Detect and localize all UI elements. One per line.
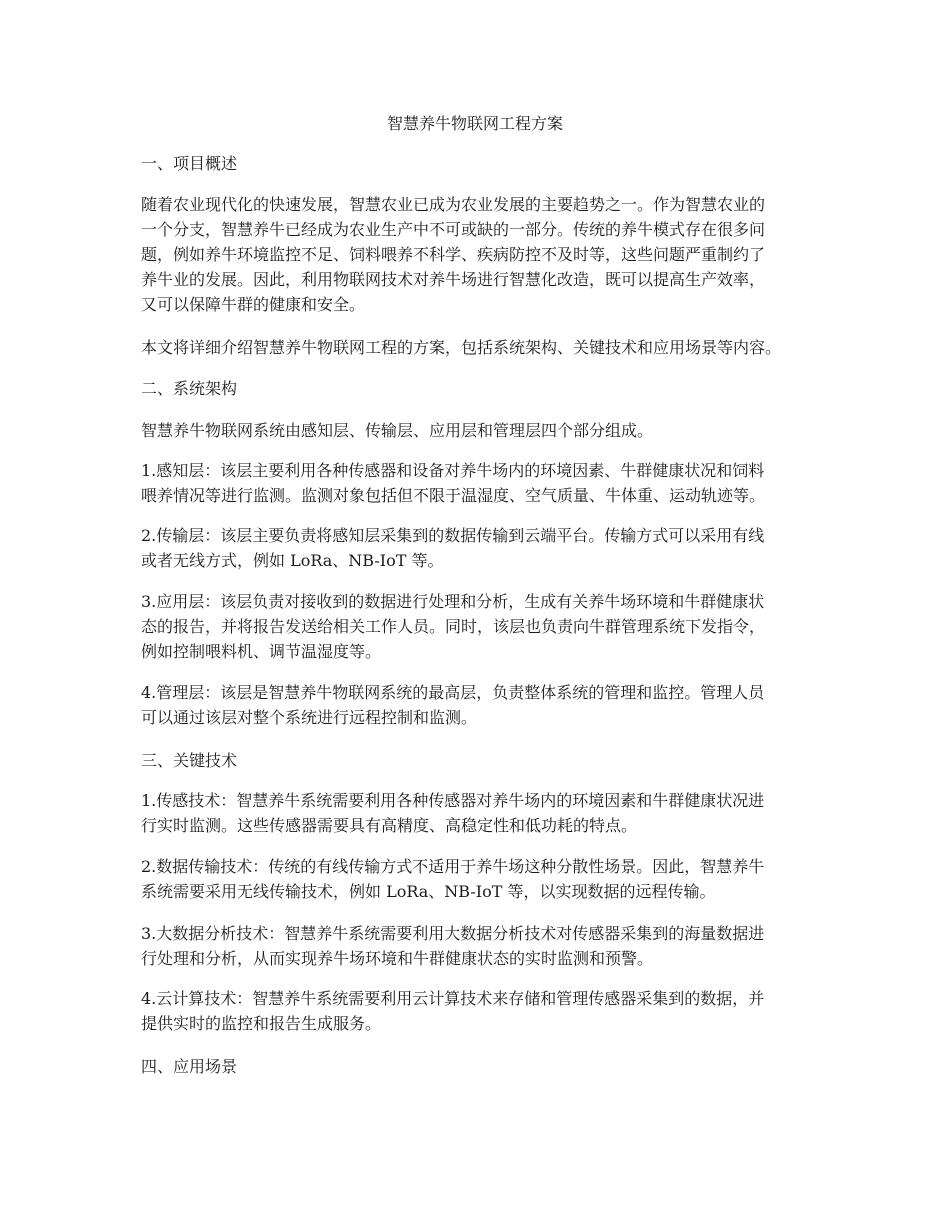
architecture-intro: 智慧养牛物联网系统由感知层、传输层、应用层和管理层四个部分组成。 (141, 421, 654, 440)
paragraph-line: 2.数据传输技术：传统的有线传输方式不适用于养牛场这种分散性场景。因此，智慧养牛 (141, 857, 765, 876)
paragraph-line: 提供实时的监控和报告生成服务。 (141, 1014, 382, 1033)
paragraph-line: 3.应用层：该层负责对接收到的数据进行处理和分析，生成有关养牛场环境和牛群健康状 (141, 592, 765, 611)
paragraph-line: 4.管理层：该层是智慧养牛物联网系统的最高层，负责整体系统的管理和监控。管理人员 (141, 683, 765, 702)
paragraph-line: 题，例如养牛环境监控不足、饲料喂养不科学、疾病防控不及时等，这些问题严重制约了 (141, 245, 766, 264)
paragraph-line: 2.传输层：该层主要负责将感知层采集到的数据传输到云端平台。传输方式可以采用有线 (141, 526, 765, 545)
section-heading-overview: 一、项目概述 (141, 154, 238, 173)
paragraph-line: 例如控制喂料机、调节温湿度等。 (141, 642, 382, 661)
paragraph-line: 1.传感技术：智慧养牛系统需要利用各种传感器对养牛场内的环境因素和牛群健康状况进 (141, 791, 765, 810)
paragraph-line: 可以通过该层对整个系统进行远程控制和监测。 (141, 708, 478, 727)
overview-paragraph-2: 本文将详细介绍智慧养牛物联网工程的方案，包括系统架构、关键技术和应用场景等内容。 (141, 338, 782, 357)
paragraph-line: 3.大数据分析技术：智慧养牛系统需要利用大数据分析技术对传感器采集到的海量数据进 (141, 924, 765, 943)
paragraph-line: 4.云计算技术：智慧养牛系统需要利用云计算技术来存储和管理传感器采集到的数据，并 (141, 989, 765, 1008)
section-heading-key-tech: 三、关键技术 (141, 751, 238, 770)
paragraph-line: 养牛业的发展。因此，利用物联网技术对养牛场进行智慧化改造，既可以提高生产效率， (141, 270, 766, 289)
paragraph-line: 行处理和分析，从而实现养牛场环境和牛群健康状态的实时监测和预警。 (141, 949, 654, 968)
paragraph-line: 态的报告，并将报告发送给相关工作人员。同时，该层也负责向牛群管理系统下发指令， (141, 617, 766, 636)
section-heading-scenarios: 四、应用场景 (141, 1057, 238, 1076)
paragraph-line: 喂养情况等进行监测。监测对象包括但不限于温湿度、空气质量、牛体重、运动轨迹等。 (141, 486, 766, 505)
paragraph-line: 随着农业现代化的快速发展，智慧农业已成为农业发展的主要趋势之一。作为智慧农业的 (141, 195, 766, 214)
paragraph-line: 一个分支，智慧养牛已经成为农业生产中不可或缺的一部分。传统的养牛模式存在很多问 (141, 220, 766, 239)
paragraph-line: 或者无线方式，例如 LoRa、NB-IoT 等。 (141, 551, 444, 570)
document-title: 智慧养牛物联网工程方案 (386, 114, 563, 133)
section-heading-architecture: 二、系统架构 (141, 379, 238, 398)
paragraph-line: 又可以保障牛群的健康和安全。 (141, 295, 366, 314)
paragraph-line: 1.感知层：该层主要利用各种传感器和设备对养牛场内的环境因素、牛群健康状况和饲料 (141, 461, 765, 480)
paragraph-line: 行实时监测。这些传感器需要具有高精度、高稳定性和低功耗的特点。 (141, 816, 638, 835)
paragraph-line: 系统需要采用无线传输技术，例如 LoRa、NB-IoT 等，以实现数据的远程传输。 (141, 882, 716, 901)
